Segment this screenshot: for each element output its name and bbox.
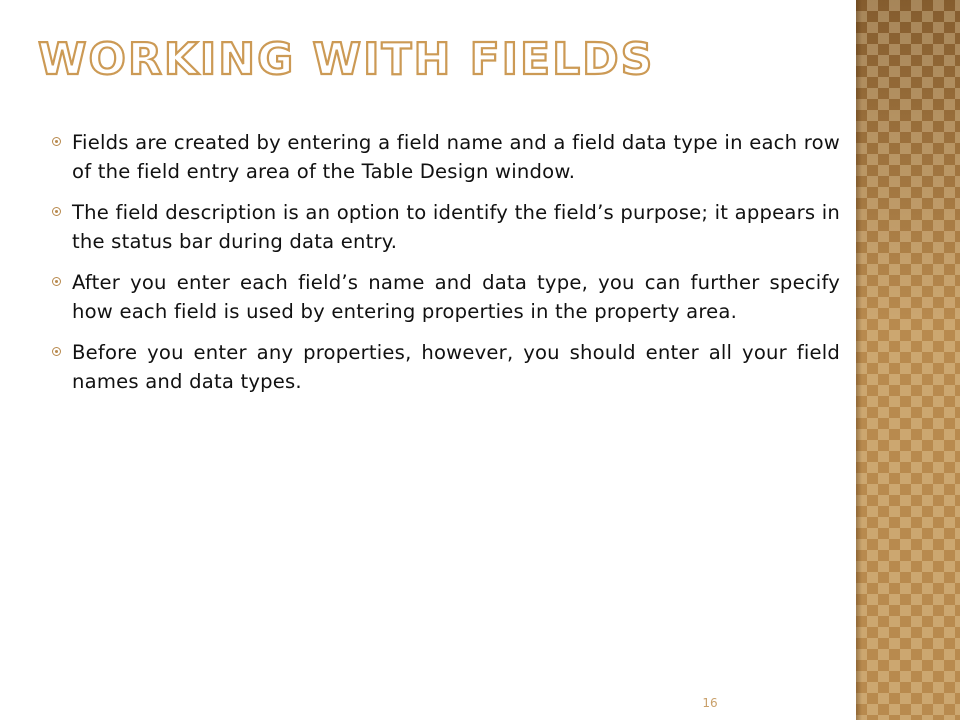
bullet-icon: [52, 207, 61, 216]
bullet-icon: [52, 347, 61, 356]
decorative-side-band: [856, 0, 960, 720]
bullet-item: [52, 268, 840, 326]
page-number: 16: [702, 696, 718, 710]
bullet-icon: [52, 277, 61, 286]
bullet-text: Before you enter any properties, however, you should enter all your field names and data types.: [72, 341, 840, 393]
bullet-text: After you enter each field’s name and data type, you can further specify how each field is used by entering properties in the property area.: [72, 271, 840, 323]
bullet-item: [52, 198, 840, 256]
bullet-text: Fields are created by entering a field name and a field data type in each row of the field entry area of the Table Design window.: [72, 131, 840, 183]
bullet-item: [52, 128, 840, 186]
bullet-list: [52, 128, 840, 408]
slide-title: WORKING WITH FIELDS: [38, 34, 655, 85]
bullet-icon: [52, 137, 61, 146]
bullet-text: The field description is an option to identify the field’s purpose; it appears in the status bar during data entry.: [72, 201, 840, 253]
bullet-item: [52, 338, 840, 396]
